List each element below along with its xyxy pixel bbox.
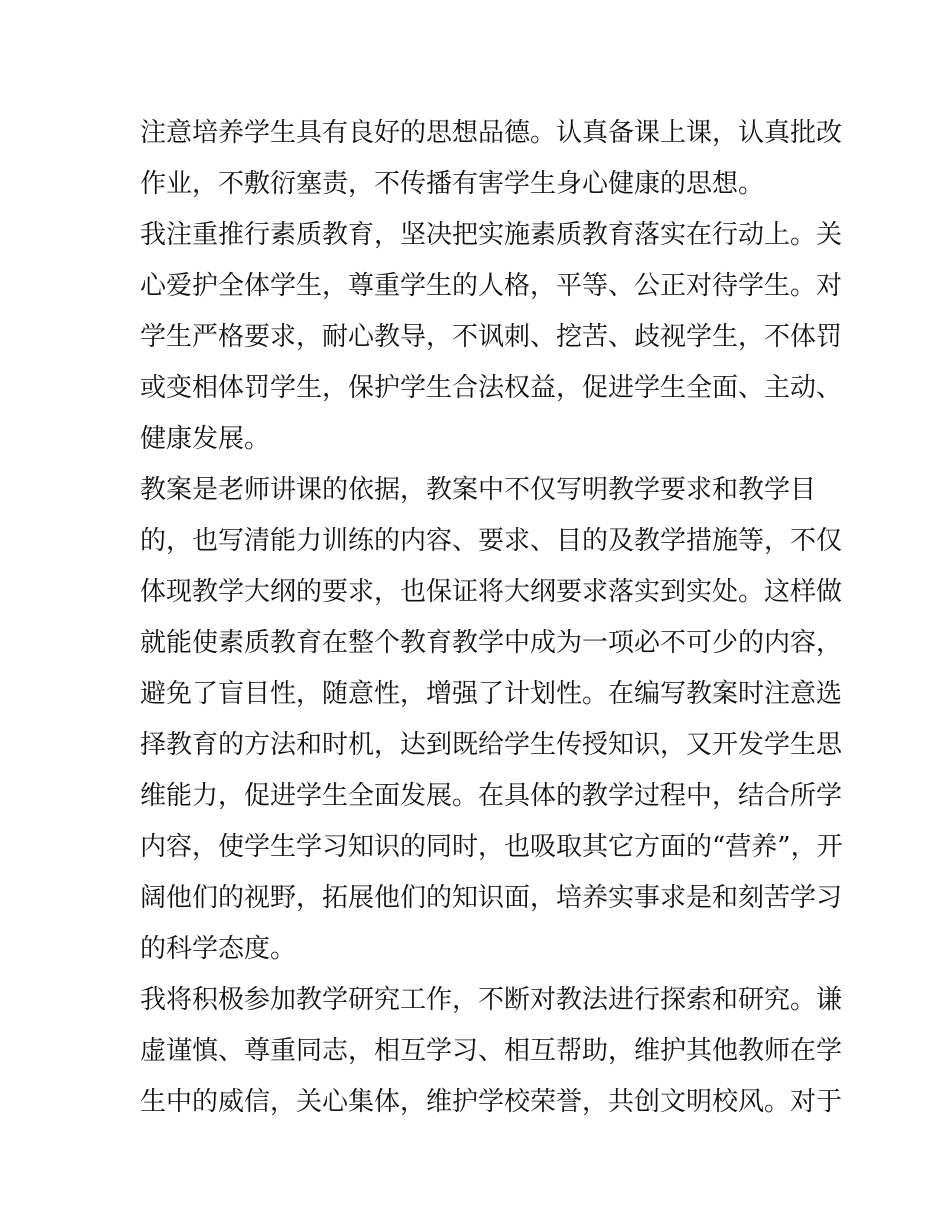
text-line-20: 生中的威信，关心集体，维护学校荣誉，共创文明校风。对于 [140, 1087, 843, 1117]
text-line-8: 教案是老师讲课的依据，教案中不仅写明教学要求和教学目 [140, 475, 817, 505]
text-line-12: 避免了盲目性，随意性，增强了计划性。在编写教案时注意选 [140, 679, 843, 709]
text-line-16: 阔他们的视野，拓展他们的知识面，培养实事求是和刻苦学习 [140, 883, 843, 913]
text-line-5: 学生严格要求，耐心教导，不讽刺、挖苦、歧视学生，不体罚 [140, 322, 843, 352]
text-line-10: 体现教学大纲的要求，也保证将大纲要求落实到实处。这样做 [140, 577, 843, 607]
text-line-1: 注意培养学生具有良好的思想品德。认真备课上课，认真批改 [140, 118, 843, 148]
document-body [140, 108, 843, 1128]
text-line-7: 健康发展。 [140, 424, 271, 454]
text-line-6: 或变相体罚学生，保护学生合法权益，促进学生全面、主动、 [140, 373, 843, 403]
text-line-11: 就能使素质教育在整个教育教学中成为一项必不可少的内容， [140, 628, 843, 658]
text-line-17: 的科学态度。 [140, 934, 297, 964]
text-line-2: 作业，不敷衍塞责，不传播有害学生身心健康的思想。 [140, 169, 765, 199]
text-line-14: 维能力，促进学生全面发展。在具体的教学过程中，结合所学 [140, 781, 843, 811]
text-line-18: 我将积极参加教学研究工作，不断对教法进行探索和研究。谦 [140, 985, 843, 1015]
text-line-3: 我注重推行素质教育，坚决把实施素质教育落实在行动上。关 [140, 220, 843, 250]
text-line-13: 择教育的方法和时机，达到既给学生传授知识，又开发学生思 [140, 730, 843, 760]
text-line-15: 内容，使学生学习知识的同时，也吸取其它方面的“营养”，开 [140, 832, 843, 862]
text-line-4: 心爱护全体学生，尊重学生的人格，平等、公正对待学生。对 [140, 271, 843, 301]
text-line-9: 的，也写清能力训练的内容、要求、目的及教学措施等，不仅 [140, 526, 843, 556]
text-line-19: 虚谨慎、尊重同志，相互学习、相互帮助，维护其他教师在学 [140, 1036, 843, 1066]
